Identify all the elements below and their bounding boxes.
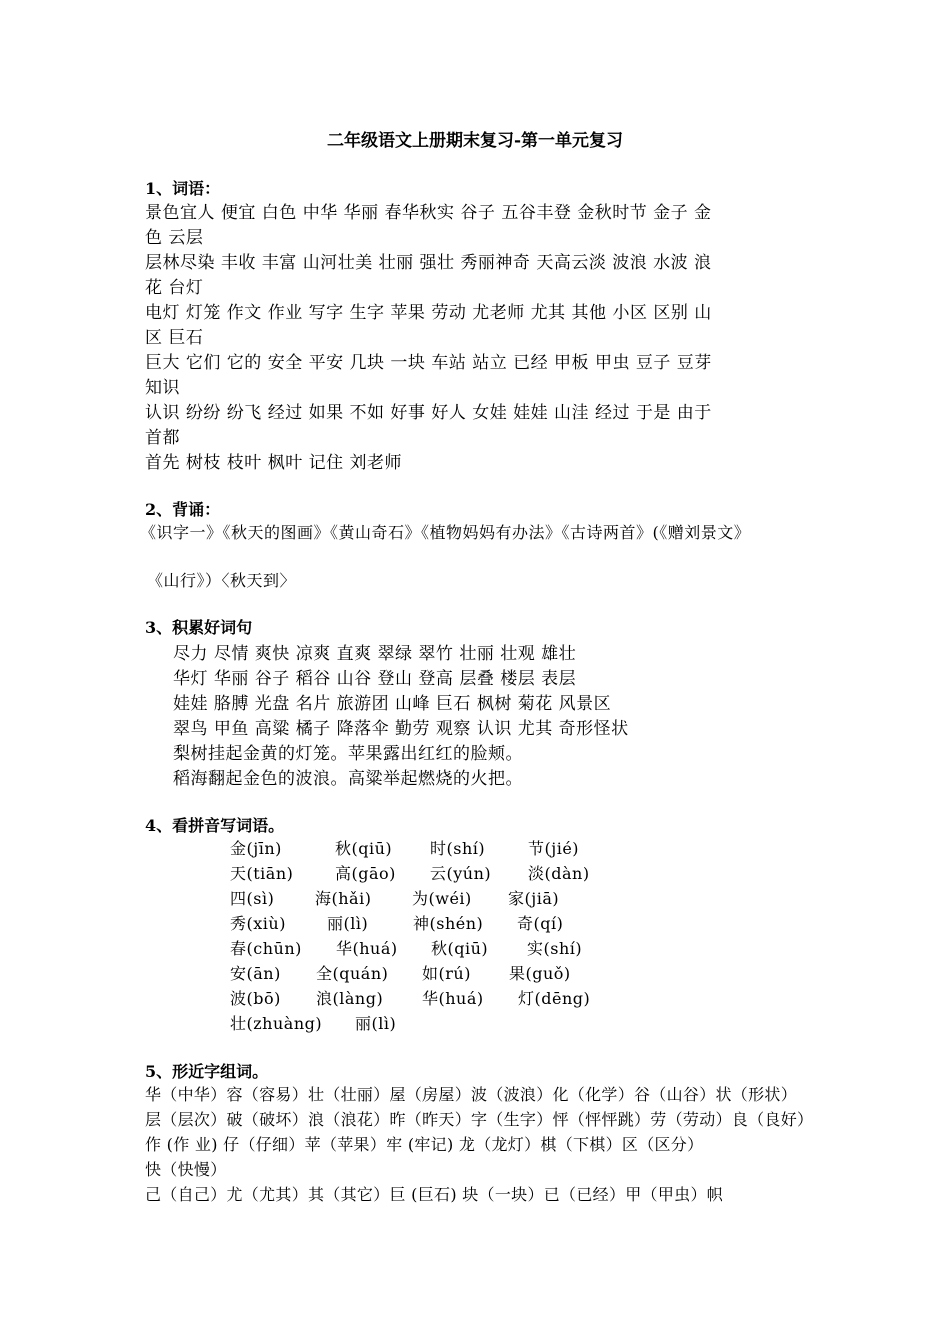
good-words-line: 娃娃 胳膊 光盘 名片 旅游团 山峰 巨石 枫树 菊花 风景区 bbox=[173, 694, 612, 714]
pinyin-item: 浪(làng) bbox=[316, 989, 384, 1008]
pinyin-item: 丽(lì) bbox=[355, 1014, 397, 1033]
pinyin-item: 高(gāo) bbox=[335, 864, 396, 883]
vocab-line: 色 云层 bbox=[145, 228, 204, 248]
vocab-line: 知识 bbox=[145, 378, 180, 398]
pinyin-row bbox=[230, 961, 895, 984]
pinyin-item: 海(hǎi) bbox=[315, 889, 372, 908]
pinyin-row bbox=[230, 1011, 895, 1034]
section-heading-vocabulary: 1、词语： bbox=[145, 179, 221, 198]
similar-chars-line: 己（自己）尤（尤其）其（其它）巨 (巨石) 块（一块）已（已经）甲（甲虫）帜 bbox=[145, 1185, 724, 1204]
page-title: 二年级语文上册期末复习-第一单元复习 bbox=[326, 131, 624, 151]
vocab-line: 景色宜人 便宜 白色 中华 华丽 春华秋实 谷子 五谷丰登 金秋时节 金子 金 bbox=[145, 203, 712, 223]
pinyin-item: 壮(zhuàng) bbox=[230, 1014, 323, 1033]
pinyin-row bbox=[230, 936, 895, 959]
pinyin-item: 华(huá) bbox=[422, 989, 484, 1008]
pinyin-item: 为(wéi) bbox=[412, 889, 472, 908]
pinyin-item: 华(huá) bbox=[336, 939, 398, 958]
pinyin-row bbox=[230, 861, 895, 884]
pinyin-item: 天(tiān) bbox=[230, 864, 294, 883]
section-heading-recite: 2、背诵： bbox=[145, 500, 221, 519]
vocab-line: 层林尽染 丰收 丰富 山河壮美 壮丽 强壮 秀丽神奇 天高云淡 波浪 水波 浪 bbox=[145, 253, 712, 273]
pinyin-item: 春(chūn) bbox=[230, 939, 302, 958]
pinyin-item: 全(quán) bbox=[316, 964, 389, 983]
pinyin-row bbox=[230, 836, 895, 859]
pinyin-item: 家(jiā) bbox=[508, 889, 560, 908]
pinyin-item: 四(sì) bbox=[230, 889, 275, 908]
vocab-line: 认识 纷纷 纷飞 经过 如果 不如 好事 好人 女娃 娃娃 山洼 经过 于是 由于 bbox=[145, 403, 712, 423]
vocab-line: 首都 bbox=[145, 428, 180, 448]
pinyin-item: 云(yún) bbox=[430, 864, 492, 883]
pinyin-item: 果(guǒ) bbox=[509, 964, 571, 983]
similar-chars-line: 层（层次）破（破坏）浪（浪花）昨（昨天）字（生字）怦（怦怦跳）劳（劳动）良（良好） bbox=[145, 1110, 814, 1129]
pinyin-item: 如(rú) bbox=[422, 964, 471, 983]
similar-chars-line: 快（快慢） bbox=[145, 1160, 227, 1179]
pinyin-item: 秀(xiù) bbox=[230, 914, 286, 933]
section-heading-pinyin: 4、看拼音写词语。 bbox=[145, 816, 285, 835]
pinyin-row bbox=[230, 986, 895, 1009]
pinyin-item: 奇(qí) bbox=[517, 914, 564, 933]
pinyin-item: 节(jié) bbox=[528, 839, 580, 858]
good-words-line: 华灯 华丽 谷子 稻谷 山谷 登山 登高 层叠 楼层 表层 bbox=[173, 669, 577, 689]
pinyin-item: 时(shí) bbox=[430, 839, 486, 858]
vocab-line: 电灯 灯笼 作文 作业 写字 生字 苹果 劳动 尤老师 尤其 其他 小区 区别 山 bbox=[145, 303, 712, 323]
pinyin-item: 金(jīn) bbox=[230, 839, 282, 858]
similar-chars-line: 华（中华）容（容易）壮（壮丽）屋（房屋）波（波浪）化（化学）谷（山谷）状（形状） bbox=[145, 1085, 798, 1104]
section-heading-good-words: 3、积累好词句 bbox=[145, 618, 253, 637]
vocab-line: 区 巨石 bbox=[145, 328, 204, 348]
pinyin-item: 实(shí) bbox=[527, 939, 583, 958]
section-heading-similar-chars: 5、形近字组词。 bbox=[145, 1062, 269, 1081]
pinyin-item: 神(shén) bbox=[413, 914, 484, 933]
recite-line: 《识字一》《秋天的图画》《黄山奇石》《植物妈妈有办法》《古诗两首》(《赠刘景文》 bbox=[140, 523, 751, 542]
pinyin-row bbox=[230, 911, 895, 934]
good-sentence-line: 稻海翻起金色的波浪。高粱举起燃烧的火把。 bbox=[173, 769, 523, 789]
pinyin-item: 淡(dàn) bbox=[528, 864, 590, 883]
pinyin-item: 安(ān) bbox=[230, 964, 281, 983]
vocab-line: 巨大 它们 它的 安全 平安 几块 一块 车站 站立 已经 甲板 甲虫 豆子 豆芽 bbox=[145, 353, 712, 373]
good-sentence-line: 梨树挂起金黄的灯笼。苹果露出红红的脸颊。 bbox=[173, 744, 523, 764]
good-words-line: 尽力 尽情 爽快 凉爽 直爽 翠绿 翠竹 壮丽 壮观 雄壮 bbox=[173, 644, 577, 664]
good-words-line: 翠鸟 甲鱼 高粱 橘子 降落伞 勤劳 观察 认识 尤其 奇形怪状 bbox=[173, 719, 629, 739]
vocab-line: 花 台灯 bbox=[145, 278, 204, 298]
pinyin-item: 丽(lì) bbox=[327, 914, 369, 933]
pinyin-item: 波(bō) bbox=[230, 989, 281, 1008]
pinyin-item: 秋(qiū) bbox=[431, 939, 489, 958]
pinyin-item: 秋(qiū) bbox=[335, 839, 393, 858]
vocab-line: 首先 树枝 枝叶 枫叶 记住 刘老师 bbox=[145, 453, 403, 473]
pinyin-row bbox=[230, 886, 895, 909]
similar-chars-line: 作 (作 业) 仔（仔细）苹（苹果）牢 (牢记) 龙（龙灯）棋（下棋）区（区分） bbox=[145, 1135, 704, 1154]
pinyin-item: 灯(dēng) bbox=[518, 989, 591, 1008]
recite-line: 《山行》）〈秋天到〉 bbox=[147, 571, 297, 590]
